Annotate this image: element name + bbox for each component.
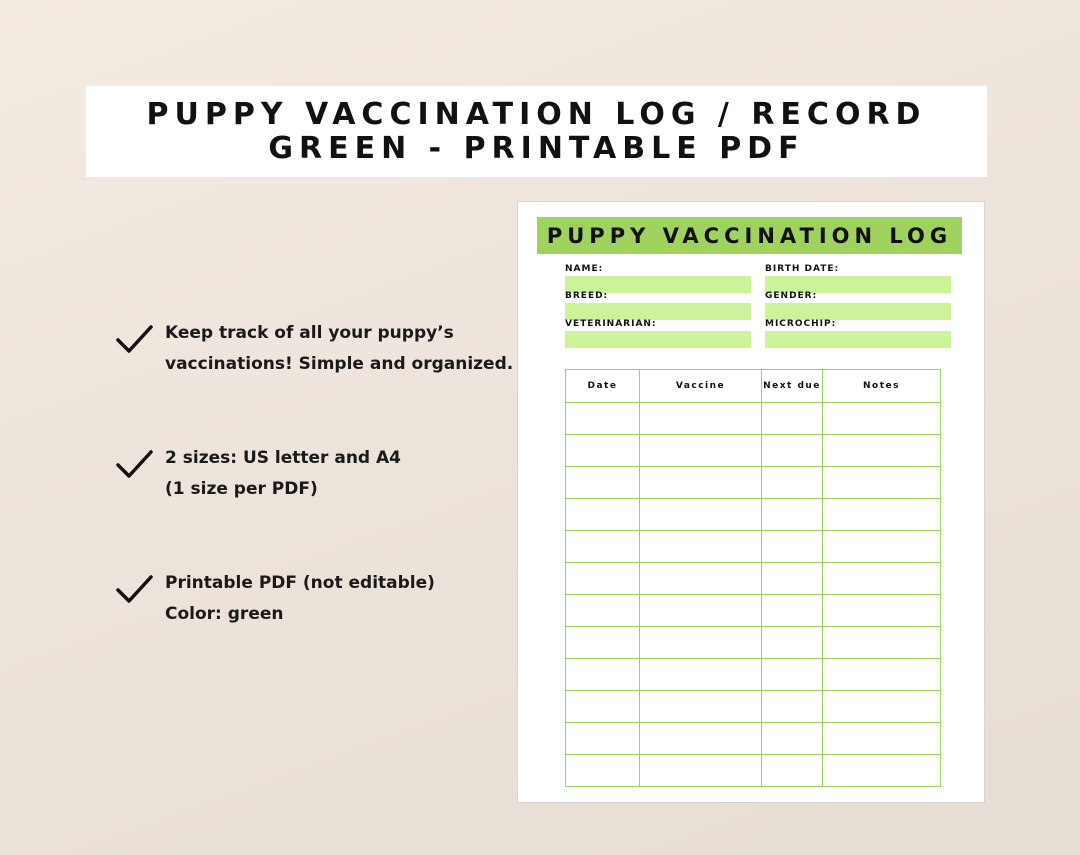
- log-sheet-preview: [517, 201, 985, 803]
- table-cell: [566, 627, 640, 659]
- table-cell: [762, 403, 823, 435]
- field-microchip: [765, 318, 951, 348]
- column-header-notes: Notes: [823, 370, 941, 403]
- table-header-row: [566, 370, 941, 403]
- table-cell: [762, 659, 823, 691]
- table-cell: [823, 595, 941, 627]
- title-banner: [86, 86, 987, 177]
- table-cell: [762, 723, 823, 755]
- table-cell: [566, 435, 640, 467]
- field-breed: [565, 290, 751, 320]
- table-cell: [640, 531, 762, 563]
- field-label-veterinarian: VETERINARIAN:: [565, 319, 657, 329]
- table-cell: [566, 403, 640, 435]
- table-cell: [640, 467, 762, 499]
- field-label-name: NAME:: [565, 264, 604, 274]
- table-cell: [762, 499, 823, 531]
- feature-text-line-1: Keep track of all your puppy’s: [165, 323, 454, 343]
- sheet-title: PUPPY VACCINATION LOG: [537, 217, 962, 254]
- field-label-microchip: MICROCHIP:: [765, 319, 837, 329]
- table-row: [566, 435, 941, 467]
- field-box-veterinarian: [565, 331, 751, 348]
- field-birth-date: [765, 263, 951, 293]
- table-cell: [762, 627, 823, 659]
- banner-title-line-2: GREEN - PRINTABLE PDF: [268, 130, 805, 166]
- column-header-next-due: Next due: [762, 370, 823, 403]
- table-cell: [823, 499, 941, 531]
- table-row: [566, 627, 941, 659]
- table-row: [566, 467, 941, 499]
- table-cell: [640, 435, 762, 467]
- table-cell: [640, 723, 762, 755]
- banner-title-line-1: PUPPY VACCINATION LOG / RECORD: [146, 96, 927, 132]
- table-cell: [566, 499, 640, 531]
- table-row: [566, 755, 941, 787]
- checkmark-icon: [114, 322, 156, 356]
- feature-text-line-2: vaccinations! Simple and organized.: [165, 354, 514, 374]
- table-row: [566, 403, 941, 435]
- table-row: [566, 659, 941, 691]
- table-cell: [640, 595, 762, 627]
- table-cell: [640, 403, 762, 435]
- field-veterinarian: [565, 318, 751, 348]
- table-cell: [823, 403, 941, 435]
- table-cell: [823, 659, 941, 691]
- field-label-breed: BREED:: [565, 291, 609, 301]
- table-cell: [640, 755, 762, 787]
- feature-text-line-2: Color: green: [165, 604, 284, 624]
- table-cell: [640, 563, 762, 595]
- table-cell: [823, 627, 941, 659]
- table-cell: [640, 627, 762, 659]
- table-cell: [566, 467, 640, 499]
- field-gender: [765, 290, 951, 320]
- table-cell: [566, 755, 640, 787]
- checkmark-icon: [114, 572, 156, 606]
- table-cell: [762, 755, 823, 787]
- column-header-date: Date: [566, 370, 640, 403]
- table-cell: [762, 435, 823, 467]
- table-row: [566, 691, 941, 723]
- table-cell: [823, 531, 941, 563]
- field-label-gender: GENDER:: [765, 291, 818, 301]
- table-cell: [640, 659, 762, 691]
- table-cell: [566, 563, 640, 595]
- table-cell: [566, 723, 640, 755]
- table-cell: [823, 435, 941, 467]
- field-name: [565, 263, 751, 293]
- table-row: [566, 723, 941, 755]
- table-cell: [823, 755, 941, 787]
- table-cell: [762, 531, 823, 563]
- table-cell: [566, 659, 640, 691]
- table-cell: [762, 691, 823, 723]
- checkmark-icon: [114, 447, 156, 481]
- table-cell: [566, 595, 640, 627]
- table-body: [566, 403, 941, 787]
- table-cell: [762, 467, 823, 499]
- table-cell: [823, 691, 941, 723]
- table-row: [566, 499, 941, 531]
- table-cell: [640, 499, 762, 531]
- table-cell: [823, 467, 941, 499]
- table-cell: [823, 563, 941, 595]
- table-row: [566, 563, 941, 595]
- table-cell: [823, 723, 941, 755]
- field-label-birth-date: BIRTH DATE:: [765, 264, 840, 274]
- table-cell: [762, 595, 823, 627]
- vaccination-table: [565, 369, 941, 787]
- feature-text-line-1: 2 sizes: US letter and A4: [165, 448, 402, 468]
- table-row: [566, 531, 941, 563]
- table-cell: [566, 531, 640, 563]
- field-box-microchip: [765, 331, 951, 348]
- table-cell: [566, 691, 640, 723]
- feature-text-line-1: Printable PDF (not editable): [165, 573, 435, 593]
- table-cell: [762, 563, 823, 595]
- feature-text-line-2: (1 size per PDF): [165, 479, 318, 499]
- column-header-vaccine: Vaccine: [640, 370, 762, 403]
- table-cell: [640, 691, 762, 723]
- table-row: [566, 595, 941, 627]
